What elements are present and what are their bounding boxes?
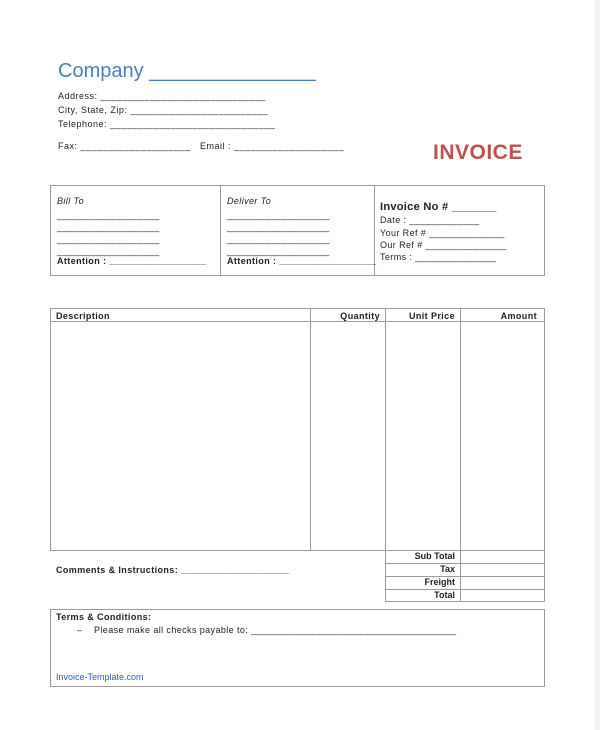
- bill-to-line: ___________________: [57, 234, 160, 244]
- fax-line: Fax: ____________________: [58, 141, 191, 151]
- deliver-to-attention: Attention : __________________: [227, 256, 377, 266]
- invoice-date: Date : _____________: [380, 215, 480, 225]
- deliver-to-line: ___________________: [227, 222, 330, 232]
- our-ref: Our Ref # _______________: [380, 240, 507, 250]
- terms-bullet: –: [77, 625, 83, 635]
- column-header-amount: Amount: [500, 311, 537, 321]
- tax-label: Tax: [440, 564, 455, 574]
- column-header-description: Description: [56, 311, 110, 321]
- company-name: Company _______________: [58, 60, 316, 82]
- city-state-zip-line: City, State, Zip: _________________________: [58, 105, 268, 115]
- terms-heading: Terms & Conditions:: [56, 612, 152, 622]
- comments-instructions: Comments & Instructions: ____________________: [56, 565, 290, 575]
- template-link[interactable]: Invoice-Template.com: [56, 672, 144, 682]
- deliver-to-line: ___________________: [227, 234, 330, 244]
- bill-to-label: Bill To: [57, 196, 84, 206]
- total-label: Total: [434, 590, 455, 600]
- terms-payable-line: Please make all checks payable to: ______________________________________: [94, 625, 457, 635]
- bill-to-line: ___________________: [57, 222, 160, 232]
- column-header-unit-price: Unit Price: [408, 311, 455, 321]
- address-line: Address: ______________________________: [58, 91, 266, 101]
- telephone-line: Telephone: ______________________________: [58, 119, 276, 129]
- terms-ref: Terms : _______________: [380, 252, 497, 262]
- deliver-to-line: ___________________: [227, 246, 330, 256]
- deliver-to-line: ___________________: [227, 210, 330, 220]
- bill-to-line: ___________________: [57, 210, 160, 220]
- invoice-number: Invoice No # _______: [380, 201, 497, 213]
- subtotal-label: Sub Total: [414, 551, 455, 561]
- deliver-to-label: Deliver To: [227, 196, 272, 206]
- your-ref: Your Ref # ______________: [380, 228, 505, 238]
- column-header-quantity: Quantity: [340, 311, 380, 321]
- bill-to-line: ___________________: [57, 246, 160, 256]
- items-table: [50, 308, 545, 551]
- email-line: Email : ____________________: [200, 141, 345, 151]
- invoice-title: INVOICE: [433, 141, 523, 164]
- bill-to-attention: Attention : __________________: [57, 256, 207, 266]
- freight-label: Freight: [424, 577, 455, 587]
